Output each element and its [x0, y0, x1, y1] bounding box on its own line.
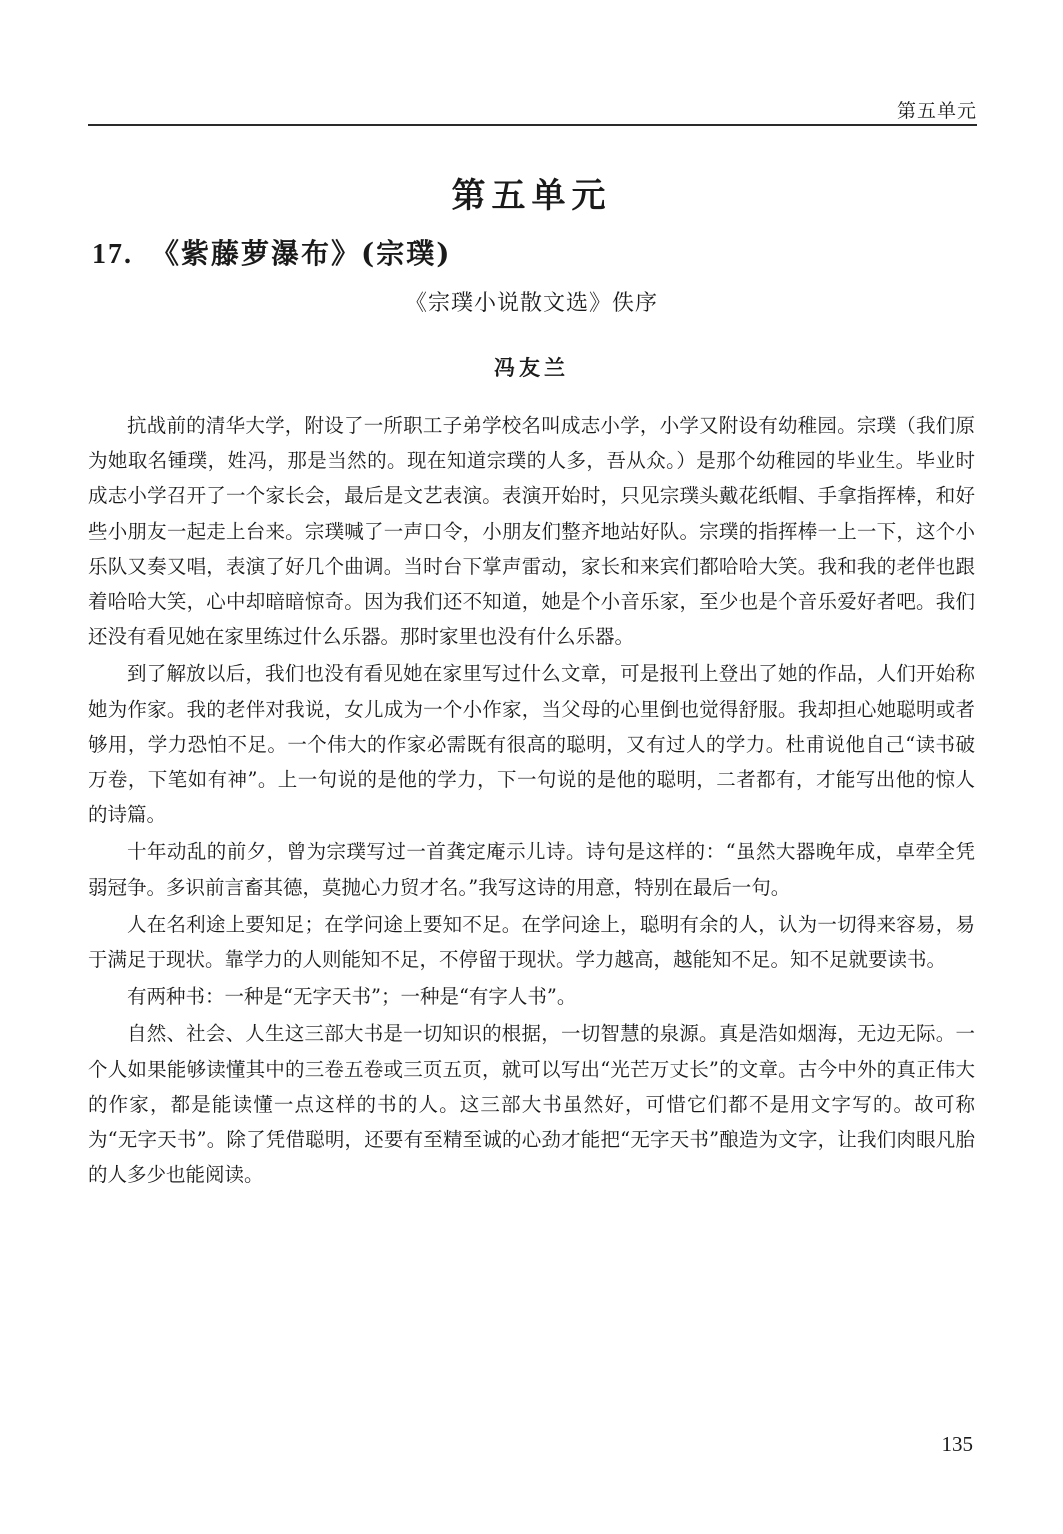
unit-title: 第五单元	[451, 176, 612, 216]
paragraph: 抗战前的清华大学，附设了一所职工子弟学校名叫成志小学，小学又附设有幼稚园。宗璞（我们原为她取名锺璞，姓冯，那是当然的。现在知道宗璞的人多，吾从众。）是那个幼稚园的毕业生。毕业时成志小学召开了一个家长会，最后是文艺表演。表演开始时，只见宗璞头戴花纸帽、手拿指挥棒，和好些小朋友一起走上台来。宗璞喊了一声口令，小朋友们整齐地站好队。宗璞的指挥棒一上一下，这个小乐队又奏又唱，表演了好几个曲调。当时台下掌声雷动，家长和来宾们都哈哈大笑。我和我的老伴也跟着哈哈大笑，心中却暗暗惊奇。因为我们还不知道，她是个小音乐家，至少也是个音乐爱好者吧。我们还没有看见她在家里练过什么乐器。那时家里也没有什么乐器。	[88, 414, 975, 649]
lesson-number: 17.	[92, 239, 133, 270]
paragraph: 有两种书：一种是“无字天书”；一种是“有字人书”。	[127, 985, 577, 1009]
running-header: 第五单元	[896, 100, 977, 122]
header-rule	[88, 124, 977, 126]
paragraph: 到了解放以后，我们也没有看见她在家里写过什么文章，可是报刊上登出了她的作品，人们开始称她为作家。我的老伴对我说，女儿成为一个小作家，当父母的心里倒也觉得舒服。我却担心她聪明或者够用，学力恐怕不足。一个伟大的作家必需既有很高的聪明，又有过人的学力。杜甫说他自己“读书破万卷，下笔如有神”。上一句说的是他的学力，下一句说的是他的聪明，二者都有，才能写出他的惊人的诗篇。	[88, 662, 975, 827]
essay-author: 冯友兰	[494, 355, 569, 380]
lesson-title	[92, 232, 452, 272]
lesson-title-text: 《紫藤萝瀑布》(宗璞)	[151, 237, 452, 270]
paragraph: 十年动乱的前夕，曾为宗璞写过一首龚定庵示儿诗。诗句是这样的：“虽然大器晚年成，卓荦全凭弱冠争。多识前言畜其德，莫抛心力贸才名。”我写这诗的用意，特别在最后一句。	[88, 840, 975, 899]
essay-body	[88, 408, 975, 1192]
paragraph: 人在名利途上要知足；在学问途上要知不足。在学问途上，聪明有余的人，认为一切得来容易，易于满足于现状。靠学力的人则能知不足，不停留于现状。学力越高，越能知不足。知不足就要读书。	[88, 912, 975, 972]
essay-title: 《宗璞小说散文选》佚序	[404, 291, 658, 316]
page-number: 135	[941, 1432, 973, 1456]
paragraph: 自然、社会、人生这三部大书是一切知识的根据，一切智慧的泉源。真是浩如烟海，无边无际。一个人如果能够读懂其中的三卷五卷或三页五页，就可以写出“光芒万丈长”的文章。古今中外的真正伟大的作家，都是能读懂一点这样的书的人。这三部大书虽然好，可惜它们都不是用文字写的。故可称为“无字天书”。除了凭借聪明，还要有至精至诚的心劲才能把“无字天书”酿造为文字，让我们肉眼凡胎的人多少也能阅读。	[88, 1022, 975, 1187]
